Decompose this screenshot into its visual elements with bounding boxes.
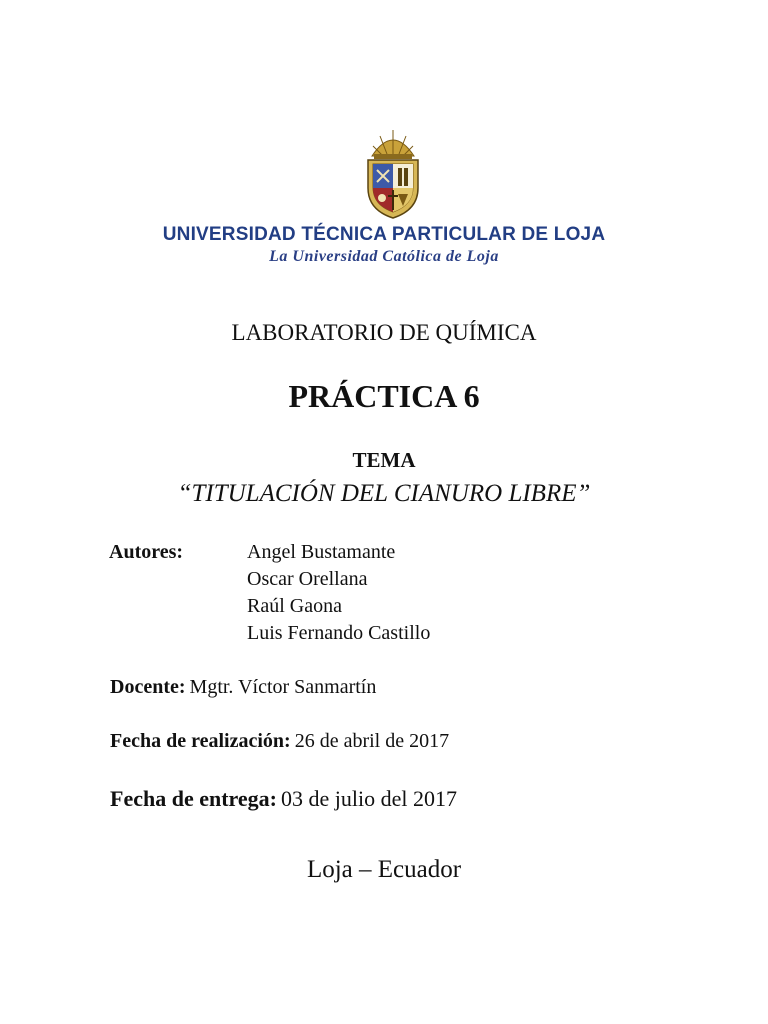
- topic-label: TEMA: [352, 448, 416, 472]
- date-delivery-row: [110, 786, 457, 812]
- teacher-row: [110, 676, 376, 699]
- practice-title: PRÁCTICA 6: [288, 378, 480, 414]
- university-name: UNIVERSIDAD TÉCNICA PARTICULAR DE LOJA: [162, 224, 606, 245]
- teacher-label: Docente:: [110, 676, 186, 698]
- date-done-row: [110, 730, 449, 753]
- university-tagline: La Universidad Católica de Loja: [269, 248, 499, 265]
- date-done-value: 26 de abril de 2017: [294, 730, 450, 752]
- author-name: Oscar Orellana: [247, 568, 368, 590]
- crest-crown-icon: [372, 130, 414, 159]
- date-done-label: Fecha de realización:: [110, 730, 291, 752]
- author-name: Raúl Gaona: [247, 595, 342, 617]
- teacher-value: Mgtr. Víctor Sanmartín: [189, 676, 377, 698]
- date-delivery-label: Fecha de entrega:: [110, 786, 277, 811]
- crest-shield-icon: [368, 160, 418, 218]
- lab-title: LABORATORIO DE QUÍMICA: [231, 320, 537, 345]
- authors-label: Autores:: [109, 541, 184, 563]
- university-crest-logo: [360, 126, 426, 220]
- place-line: Loja – Ecuador: [306, 856, 462, 883]
- date-delivery-value: 03 de julio del 2017: [281, 786, 457, 811]
- author-name: Luis Fernando Castillo: [247, 622, 431, 644]
- topic-title: “TITULACIÓN DEL CIANURO LIBRE”: [177, 480, 591, 507]
- author-name: Angel Bustamante: [247, 541, 396, 563]
